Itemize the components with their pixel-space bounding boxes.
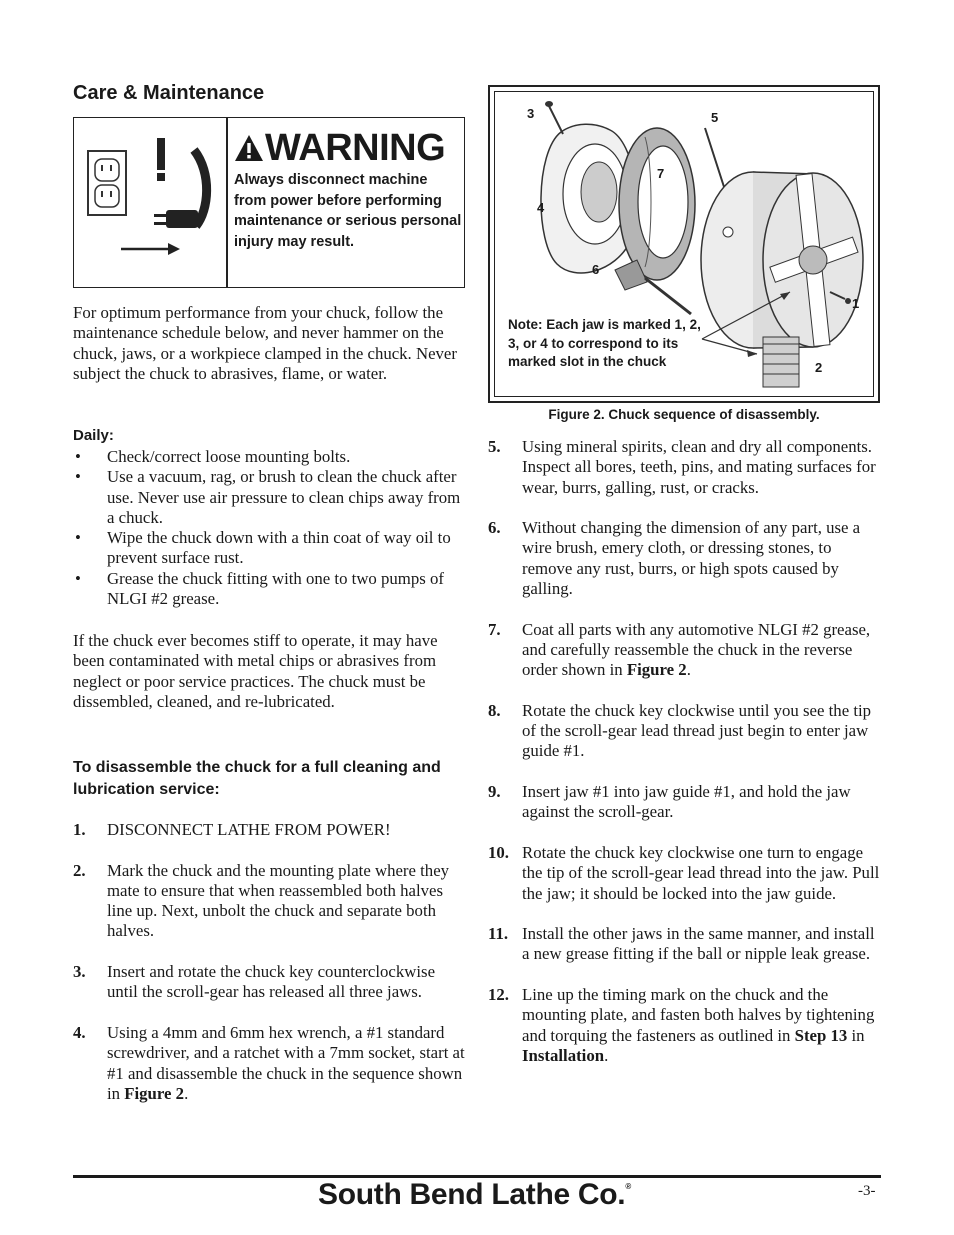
disassemble-heading: To disassemble the chuck for a full cleaning and lubrication service: [73, 759, 441, 798]
step-item: 4. Using a 4mm and 6mm hex wrench, a #1 standard screwdriver, and a ratchet with a 7mm socket, start at #1 and disassemble the chuck in the sequence shown in Figure 2. [73, 1022, 465, 1103]
daily-heading: Daily: [73, 427, 114, 444]
step-item: 3. Insert and rotate the chuck key counterclockwise until the scroll-gear has released all three jaws. [73, 962, 436, 1002]
figure-label-6: 6 [592, 262, 600, 277]
step-item: 10. Rotate the chuck key clockwise one turn to engage the tip of the scroll-gear lead thread into the jaw. Pull the jaw; it should be locked into the jaw guide. [488, 842, 880, 903]
section-title: Care & Maintenance [73, 82, 265, 104]
page-number: -3- [858, 1183, 876, 1199]
step-item: 6. Without changing the dimension of any part, use a wire brush, emery cloth, or dressing stones, to remove any rust, burrs, or high spots caused by galling. [488, 518, 861, 599]
warning-title-text: WARNING [265, 127, 446, 169]
figure-label-2: 2 [815, 360, 823, 375]
step-item: 11. Install the other jaws in the same manner, and install a new grease fitting if the ball or nipple leak grease. [488, 924, 875, 964]
step-item: 9. Insert jaw #1 into jaw guide #1, and hold the jaw against the scroll-gear. [488, 782, 851, 822]
steps-right [488, 437, 883, 1087]
warning-triangle-icon [234, 133, 264, 163]
figure-label-4: 4 [537, 200, 545, 215]
figure-note: Note: Each jaw is marked 1, 2, 3, or 4 to correspond to its marked slot in the chuck [508, 317, 701, 369]
outlet-plug-icon [74, 118, 224, 286]
stiff-paragraph: If the chuck ever becomes stiff to operate, it may have been contaminated with metal chips or abrasives from neglect or poor service practices. The chuck must be dissembled, cleaned, and re-lubricated. [73, 631, 438, 711]
list-item: • Check/correct loose mounting bolts. [75, 447, 351, 466]
step-item: 2. Mark the chuck and the mounting plate where they mate to ensure that when reassembled both halves line up. Next, unbolt the chuck and separate both halves. [73, 860, 450, 941]
list-item: • Grease the chuck fitting with one to two pumps of NLGI #2 grease. [75, 568, 444, 609]
daily-list [73, 447, 468, 609]
step-item: 12. Line up the timing mark on the chuck and the mounting plate, and fasten both halves by tightening and torquing the fasteners as outlined in Step 13 in Installation. [488, 985, 875, 1065]
step-item: 7. Coat all parts with any automotive NLGI #2 grease, and carefully reassemble the chuck in the reverse order shown in Figure 2. [488, 619, 871, 680]
brand-logo: South Bend Lathe Co.® [318, 1178, 631, 1211]
figure-label-3: 3 [527, 106, 535, 121]
figure-label-1: 1 [852, 296, 860, 311]
figure-caption: Figure 2. Chuck sequence of disassembly. [548, 407, 820, 422]
list-item: • Use a vacuum, rag, or brush to clean the chuck after use. Never use air pressure to clean chips away from a chuck. [75, 467, 461, 527]
figure-label-5: 5 [711, 110, 719, 125]
warning-title [234, 126, 445, 170]
warning-box [73, 117, 465, 288]
step-item: 5. Using mineral spirits, clean and dry all components. Inspect all bores, teeth, pins, and mating surfaces for wear, burrs, galling, rust, or cracks. [488, 437, 876, 497]
figure-2 [488, 85, 880, 403]
figure-label-7: 7 [657, 166, 665, 181]
list-item: • Wipe the chuck down with a thin coat of way oil to prevent surface rust. [75, 528, 451, 568]
step-item: 8. Rotate the chuck key clockwise until you see the tip of the scroll-gear lead thread just begin to enter jaw guide #1. [488, 700, 872, 761]
warning-text: Always disconnect machine from power before performing maintenance or serious personal injury may result. [234, 172, 462, 250]
step-item: 1. DISCONNECT LATHE FROM POWER! [73, 820, 391, 839]
steps-left [73, 820, 468, 1124]
intro-paragraph: For optimum performance from your chuck, follow the maintenance schedule below, and never hammer on the chuck, jaws, or a workpiece clamped in the chuck. Never subject the chuck to abrasives, flame, or water. [73, 303, 457, 383]
